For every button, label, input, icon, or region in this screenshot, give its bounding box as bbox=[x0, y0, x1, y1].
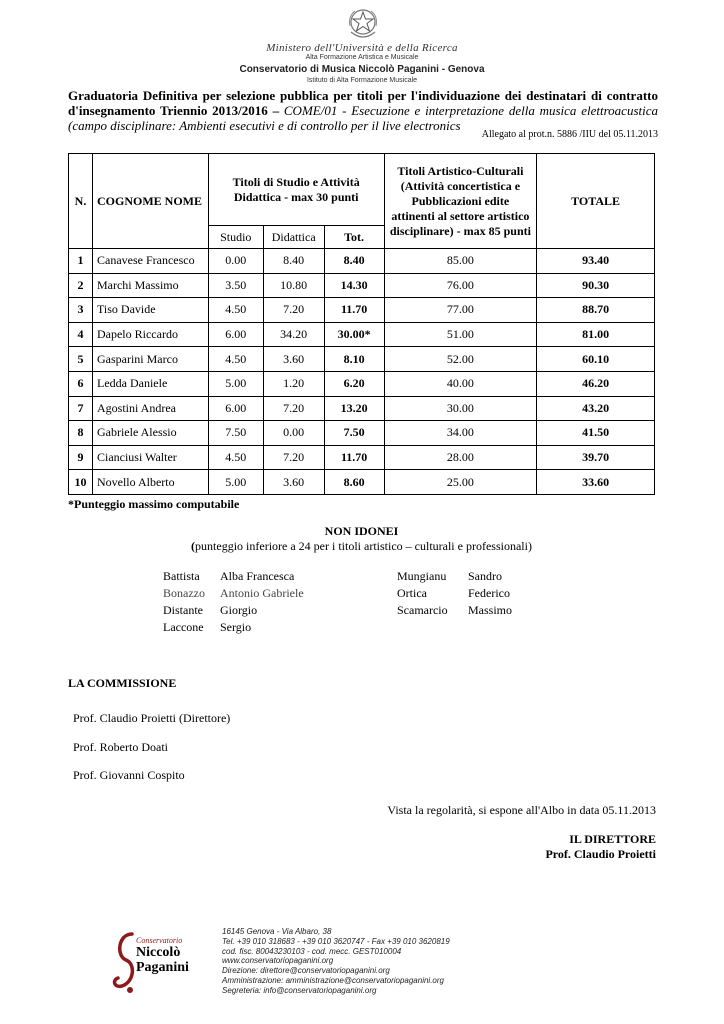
row-totale: 60.10 bbox=[537, 347, 655, 372]
footer-codes: cod. fisc. 80043230103 - cod. mecc. GEST010004 bbox=[222, 946, 402, 956]
footnote: *Punteggio massimo computabile bbox=[68, 497, 240, 511]
istituto-subheading: Istituto di Alta Formazione Musicale bbox=[306, 77, 418, 84]
row-totale: 81.00 bbox=[537, 322, 655, 347]
row-studio: 6.00 bbox=[208, 322, 263, 347]
row-artistici: 77.00 bbox=[384, 298, 537, 323]
row-artistici: 34.00 bbox=[384, 421, 537, 446]
conservatory-name: Conservatorio di Musica Niccolò Paganini - Genova bbox=[239, 64, 485, 75]
commission-member: Prof. Roberto Doati bbox=[73, 740, 168, 754]
row-artistici: 28.00 bbox=[384, 445, 537, 470]
header-studio: Studio bbox=[208, 226, 263, 249]
row-number: 2 bbox=[69, 273, 93, 298]
title-italic: COME/01 - Esecuzione e interpretazione della musica elettroacustica (campo disciplinare: Ambienti esecutivi e di controllo per il live electronics bbox=[68, 103, 658, 133]
non-idonei-right-surnames bbox=[397, 568, 448, 619]
non-idonei-right-names bbox=[468, 568, 512, 619]
row-didattica: 10.80 bbox=[263, 273, 324, 298]
row-totale: 88.70 bbox=[537, 298, 655, 323]
row-studio: 7.50 bbox=[208, 421, 263, 446]
row-totale: 41.50 bbox=[537, 421, 655, 446]
non-idonei-subtitle-text: punteggio inferiore a 24 per i titoli artistico – culturali e professionali) bbox=[195, 539, 532, 553]
header-n: N. bbox=[69, 154, 93, 249]
footer-phone: Tel. +39 010 318683 - +39 010 3620747 - Fax +39 010 3620819 bbox=[222, 936, 450, 946]
row-studio: 0.00 bbox=[208, 249, 263, 274]
row-tot: 8.60 bbox=[324, 470, 384, 495]
row-number: 6 bbox=[69, 371, 93, 396]
logo-line2: Niccolò bbox=[136, 945, 181, 960]
table-row bbox=[69, 396, 655, 421]
row-artistici: 85.00 bbox=[384, 249, 537, 274]
director-title: IL DIRETTORE bbox=[569, 832, 656, 846]
commission-member: Prof. Giovanni Cospito bbox=[73, 768, 185, 782]
list-item: Sergio bbox=[220, 620, 252, 634]
row-number: 3 bbox=[69, 298, 93, 323]
non-idonei-left-surnames bbox=[163, 568, 205, 636]
italian-republic-emblem-icon bbox=[346, 6, 380, 42]
director-name: Prof. Claudio Proietti bbox=[545, 847, 656, 861]
logo-line3: Paganini bbox=[136, 960, 189, 975]
row-didattica: 3.60 bbox=[263, 470, 324, 495]
row-tot: 6.20 bbox=[324, 371, 384, 396]
header-name: COGNOME NOME bbox=[92, 154, 208, 249]
footer-website[interactable]: www.conservatoriopaganini.org bbox=[222, 956, 334, 966]
row-name: Marchi Massimo bbox=[92, 273, 208, 298]
row-number: 8 bbox=[69, 421, 93, 446]
row-totale: 46.20 bbox=[537, 371, 655, 396]
table-row bbox=[69, 298, 655, 323]
row-artistici: 30.00 bbox=[384, 396, 537, 421]
list-item: Mungianu bbox=[397, 569, 447, 583]
row-tot: 11.70 bbox=[324, 298, 384, 323]
list-item: Sandro bbox=[468, 569, 502, 583]
row-didattica: 7.20 bbox=[263, 445, 324, 470]
row-name: Gabriele Alessio bbox=[92, 421, 208, 446]
table-row bbox=[69, 249, 655, 274]
row-totale: 33.60 bbox=[537, 470, 655, 495]
header-artistici: Titoli Artistico-Culturali (Attività concertistica e Pubblicazioni edite attinenti al settore artistico disciplinare) - max 85 punti bbox=[384, 154, 537, 249]
row-number: 7 bbox=[69, 396, 93, 421]
table-row bbox=[69, 347, 655, 372]
row-tot: 30.00* bbox=[324, 322, 384, 347]
footer-email-amministrazione[interactable]: Amministrazione: amministrazione@conservatoriopaganini.org bbox=[222, 975, 444, 985]
table-row bbox=[69, 421, 655, 446]
row-tot: 13.20 bbox=[324, 396, 384, 421]
row-tot: 11.70 bbox=[324, 445, 384, 470]
footer-email-segreteria[interactable]: Segreteria: info@conservatoriopaganini.org bbox=[222, 985, 377, 995]
commission-member: Prof. Claudio Proietti (Direttore) bbox=[73, 711, 231, 725]
non-idonei-subtitle bbox=[68, 539, 655, 554]
row-artistici: 52.00 bbox=[384, 347, 537, 372]
table-row bbox=[69, 371, 655, 396]
list-item: Scamarcio bbox=[397, 603, 448, 617]
row-name: Tiso Davide bbox=[92, 298, 208, 323]
row-name: Cianciusi Walter bbox=[92, 445, 208, 470]
list-item: Ortica bbox=[397, 586, 427, 600]
row-tot: 14.30 bbox=[324, 273, 384, 298]
row-didattica: 3.60 bbox=[263, 347, 324, 372]
header-studio-group: Titoli di Studio e Attività Didattica - max 30 punti bbox=[208, 154, 384, 226]
row-name: Ledda Daniele bbox=[92, 371, 208, 396]
title-bold: Graduatoria Definitiva per selezione pubblica per titoli per l'individuazione dei destinatari di contratto d'insegnamento Triennio 2013/2016 – bbox=[68, 88, 658, 118]
row-number: 1 bbox=[69, 249, 93, 274]
ministry-heading: Ministero dell'Università e della Ricerca bbox=[266, 42, 458, 54]
row-number: 5 bbox=[69, 347, 93, 372]
row-artistici: 40.00 bbox=[384, 371, 537, 396]
row-studio: 3.50 bbox=[208, 273, 263, 298]
row-didattica: 7.20 bbox=[263, 298, 324, 323]
document-title bbox=[68, 88, 658, 133]
row-studio: 4.50 bbox=[208, 298, 263, 323]
row-studio: 5.00 bbox=[208, 470, 263, 495]
table-row bbox=[69, 445, 655, 470]
row-number: 4 bbox=[69, 322, 93, 347]
row-name: Dapelo Riccardo bbox=[92, 322, 208, 347]
table-body bbox=[69, 249, 655, 495]
row-name: Canavese Francesco bbox=[92, 249, 208, 274]
header-didattica: Didattica bbox=[263, 226, 324, 249]
non-idonei-subtitle-open: ( bbox=[191, 539, 196, 553]
table-row bbox=[69, 470, 655, 495]
header-totale: TOTALE bbox=[537, 154, 655, 249]
list-item: Alba Francesca bbox=[220, 569, 295, 583]
list-item: Antonio Gabriele bbox=[220, 586, 304, 600]
table-row bbox=[69, 273, 655, 298]
row-name: Gasparini Marco bbox=[92, 347, 208, 372]
ranking-table bbox=[68, 153, 655, 495]
row-didattica: 1.20 bbox=[263, 371, 324, 396]
row-artistici: 25.00 bbox=[384, 470, 537, 495]
row-studio: 5.00 bbox=[208, 371, 263, 396]
row-totale: 90.30 bbox=[537, 273, 655, 298]
director-signature bbox=[400, 832, 656, 862]
row-artistici: 76.00 bbox=[384, 273, 537, 298]
row-tot: 8.40 bbox=[324, 249, 384, 274]
footer-contacts bbox=[222, 927, 450, 996]
non-idonei-title: NON IDONEI bbox=[324, 524, 399, 538]
row-name: Agostini Andrea bbox=[92, 396, 208, 421]
list-item: Massimo bbox=[468, 603, 513, 617]
header-tot: Tot. bbox=[324, 226, 384, 249]
table-row bbox=[69, 322, 655, 347]
row-number: 10 bbox=[69, 470, 93, 495]
afam-subheading: Alta Formazione Artistica e Musicale bbox=[305, 54, 419, 61]
row-didattica: 0.00 bbox=[263, 421, 324, 446]
list-item: Federico bbox=[468, 586, 510, 600]
row-didattica: 8.40 bbox=[263, 249, 324, 274]
row-tot: 7.50 bbox=[324, 421, 384, 446]
row-didattica: 7.20 bbox=[263, 396, 324, 421]
publication-note: Vista la regolarità, si espone all'Albo in data 05.11.2013 bbox=[387, 803, 656, 817]
commissione-title: LA COMMISSIONE bbox=[68, 676, 177, 690]
row-name: Novello Alberto bbox=[92, 470, 208, 495]
row-totale: 39.70 bbox=[537, 445, 655, 470]
row-studio: 4.50 bbox=[208, 347, 263, 372]
list-item: Giorgio bbox=[220, 603, 258, 617]
list-item: Laccone bbox=[163, 620, 204, 634]
row-number: 9 bbox=[69, 445, 93, 470]
row-studio: 6.00 bbox=[208, 396, 263, 421]
list-item: Bonazzo bbox=[163, 586, 205, 600]
footer-email-direzione[interactable]: Direzione: direttore@conservatoriopaganini.org bbox=[222, 966, 390, 976]
row-tot: 8.10 bbox=[324, 347, 384, 372]
row-artistici: 51.00 bbox=[384, 322, 537, 347]
row-totale: 43.20 bbox=[537, 396, 655, 421]
non-idonei-left-names bbox=[220, 568, 304, 636]
list-item: Battista bbox=[163, 569, 200, 583]
footer-address: 16145 Genova - Via Albaro, 38 bbox=[222, 927, 332, 936]
list-item: Distante bbox=[163, 603, 203, 617]
row-totale: 93.40 bbox=[537, 249, 655, 274]
row-studio: 4.50 bbox=[208, 445, 263, 470]
logo-line1: Conservatorio bbox=[136, 936, 183, 945]
row-didattica: 34.20 bbox=[263, 322, 324, 347]
allegato-reference: Allegato al prot.n. 5886 /IIU del 05.11.2013 bbox=[481, 129, 658, 140]
